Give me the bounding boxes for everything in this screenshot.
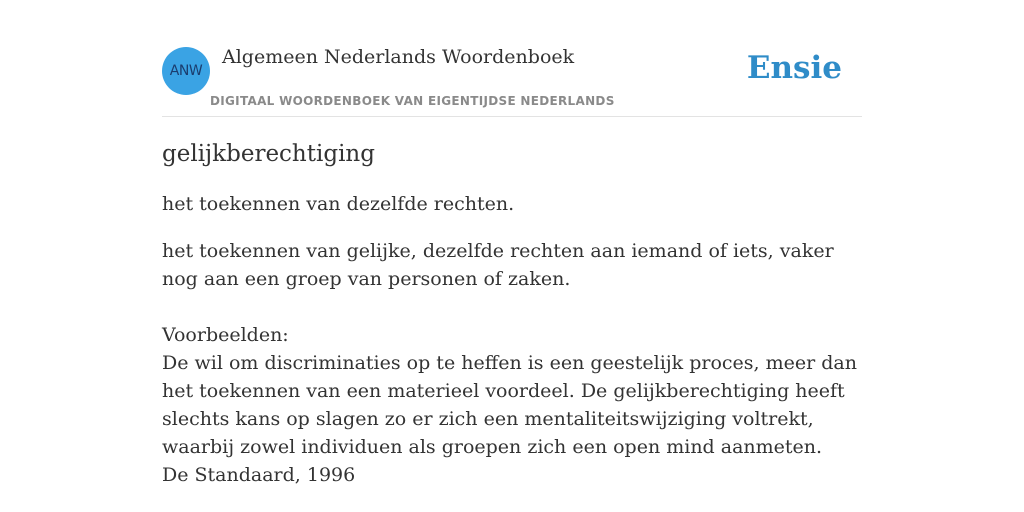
spacer bbox=[162, 293, 862, 321]
headword: gelijkberechtiging bbox=[162, 141, 375, 167]
site-title[interactable]: Algemeen Nederlands Woordenboek bbox=[222, 46, 575, 68]
header bbox=[162, 46, 862, 117]
examples-label: Voorbeelden: bbox=[162, 324, 289, 346]
short-definition: het toekennen van dezelfde rechten. bbox=[162, 193, 515, 215]
anw-logo[interactable]: ANW bbox=[162, 47, 210, 95]
entry-content bbox=[162, 138, 862, 489]
long-definition: het toekennen van gelijke, dezelfde rechten aan iemand of iets, vaker nog aan een groep van personen of zaken. bbox=[162, 240, 834, 290]
example-text: De wil om discriminaties op te heffen is een geestelijk proces, meer dan het toekennen van een materieel voordeel. De gelijkberechtiging heeft slechts kans op slagen zo er zich een mentaliteitswijziging voltrekt, waarbij zowel individuen als groepen zich een open mind aanmeten. bbox=[162, 352, 857, 458]
example-source: De Standaard, 1996 bbox=[162, 464, 356, 486]
site-subtitle: DIGITAAL WOORDENBOEK VAN EIGENTIJDSE NEDERLANDS bbox=[210, 94, 615, 108]
ensie-logo[interactable]: Ensie bbox=[746, 50, 842, 86]
